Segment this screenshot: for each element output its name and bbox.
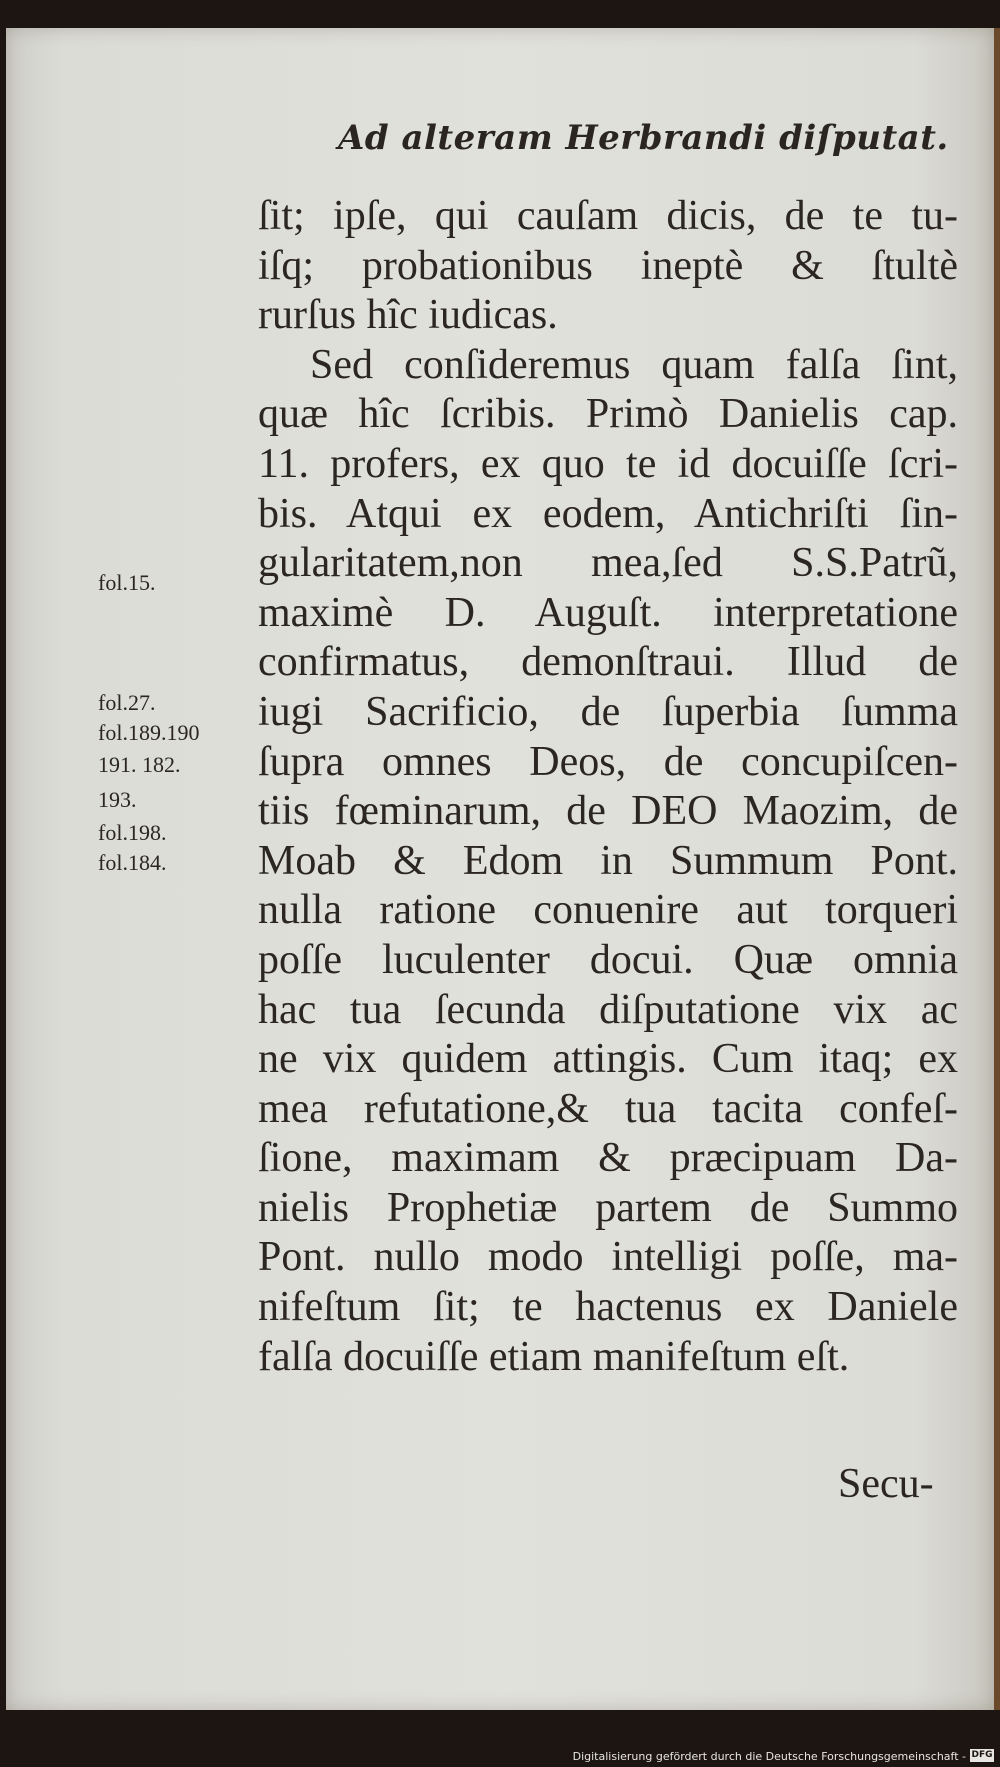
text-line: ſupra omnes Deos, de concupiſcen- — [258, 738, 958, 785]
text-line: ſione, maximam & præcipuam Da- — [258, 1135, 958, 1182]
running-header: Ad alteram Herbrandi diſputat. — [338, 118, 949, 158]
text-line: 11. profers, ex quo te id docuiſſe ſcri- — [258, 440, 958, 487]
body-text — [258, 192, 958, 1382]
text-line: bis. Atqui ex eodem, Antichriſti ſin- — [258, 490, 958, 537]
catchword: Secu- — [838, 1461, 934, 1507]
text-line: mea refutatione,& tua tacita confeſ- — [258, 1085, 958, 1132]
text-line: tiis fœminarum, de DEO Maozim, de — [258, 788, 958, 835]
text-line: confirmatus, demonſtraui. Illud de — [258, 639, 958, 686]
text-line: ſit; ipſe, qui cauſam dicis, de te tu- — [258, 193, 958, 239]
text-line: nifeſtum ſit; te hactenus ex Daniele — [258, 1284, 958, 1331]
text-line: Sed conſideremus quam falſa ſint, — [310, 341, 958, 388]
marginal-note: 191. 182. — [98, 752, 181, 777]
text-line: iugi Sacrificio, de ſuperbia ſumma — [258, 688, 958, 735]
text-line: rurſus hîc iudicas. — [258, 292, 558, 339]
marginal-note: fol.15. — [98, 570, 156, 595]
text-line: quæ hîc ſcribis. Primò Danielis cap. — [258, 391, 958, 438]
text-line: Pont. nullo modo intelligi poſſe, ma- — [258, 1234, 958, 1281]
book-edge — [994, 28, 1000, 1710]
text-line: maximè D. Auguſt. interpretatione — [258, 589, 958, 636]
text-line: ne vix quidem attingis. Cum itaq; ex — [258, 1036, 958, 1083]
text-line: nulla ratione conuenire aut torqueri — [258, 887, 958, 934]
text-line: poſſe luculenter docui. Quæ omnia — [258, 936, 958, 983]
text-line: gularitatem,non mea,ſed S.S.Patrũ, — [258, 540, 958, 587]
marginal-note: fol.189.190 — [98, 720, 200, 745]
text-line: iſq; probationibus ineptè & ſtultè — [258, 242, 958, 289]
text-line: nielis Prophetiæ partem de Summo — [258, 1184, 958, 1231]
dfg-logo: DFG — [971, 1750, 993, 1760]
marginal-note: fol.184. — [98, 850, 167, 875]
text-line: hac tua ſecunda diſputatione vix ac — [258, 986, 958, 1033]
funding-credit: Digitalisierung gefördert durch die Deutsche Forschungsgemeinschaft - — [572, 1750, 966, 1763]
marginal-note: 193. — [98, 787, 137, 812]
text-line: falſa docuiſſe etiam manifeſtum eſt. — [258, 1333, 850, 1380]
marginal-note: fol.198. — [98, 820, 167, 845]
text-line: Moab & Edom in Summum Pont. — [258, 837, 958, 884]
marginal-note: fol.27. — [98, 690, 156, 715]
